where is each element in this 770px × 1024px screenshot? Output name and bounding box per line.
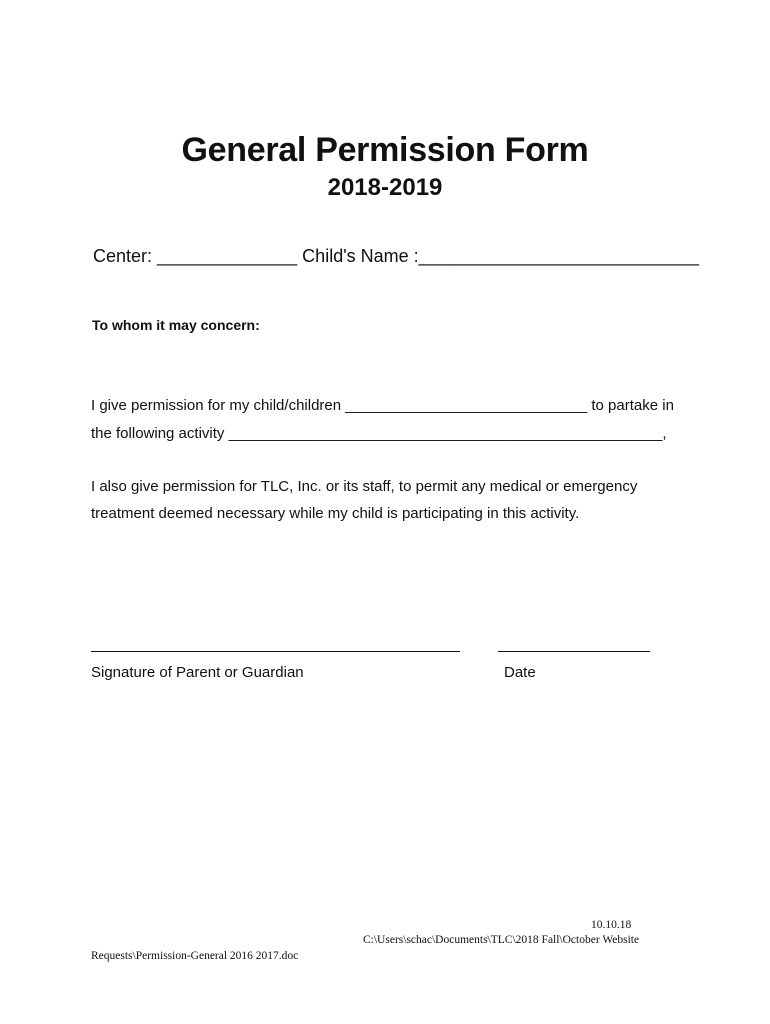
date-signature-line: [498, 651, 650, 652]
permission-line-2: the following activity ____________________________________________________,: [91, 425, 667, 442]
date-label: Date: [504, 664, 536, 681]
medical-permission-line-1: I also give permission for TLC, Inc. or its staff, to permit any medical or emergency: [91, 478, 638, 495]
form-year: 2018-2019: [327, 174, 443, 201]
parent-signature-label: Signature of Parent or Guardian: [91, 664, 304, 681]
footer-file-path-2: Requests\Permission-General 2016 2017.doc: [91, 950, 299, 962]
footer-file-path-1: C:\Users\schac\Documents\TLC\2018 Fall\October Website: [363, 934, 640, 946]
center-child-name-line: Center: ______________ Child's Name :____________________________: [93, 246, 699, 266]
footer-date: 10.10.18: [591, 919, 632, 931]
form-title: General Permission Form: [181, 131, 589, 169]
greeting: To whom it may concern:: [92, 317, 260, 333]
medical-permission-line-2: treatment deemed necessary while my child is participating in this activity.: [91, 505, 580, 522]
parent-signature-line: [91, 651, 460, 652]
permission-line-1: I give permission for my child/children _____________________________ to partake in: [91, 397, 674, 414]
